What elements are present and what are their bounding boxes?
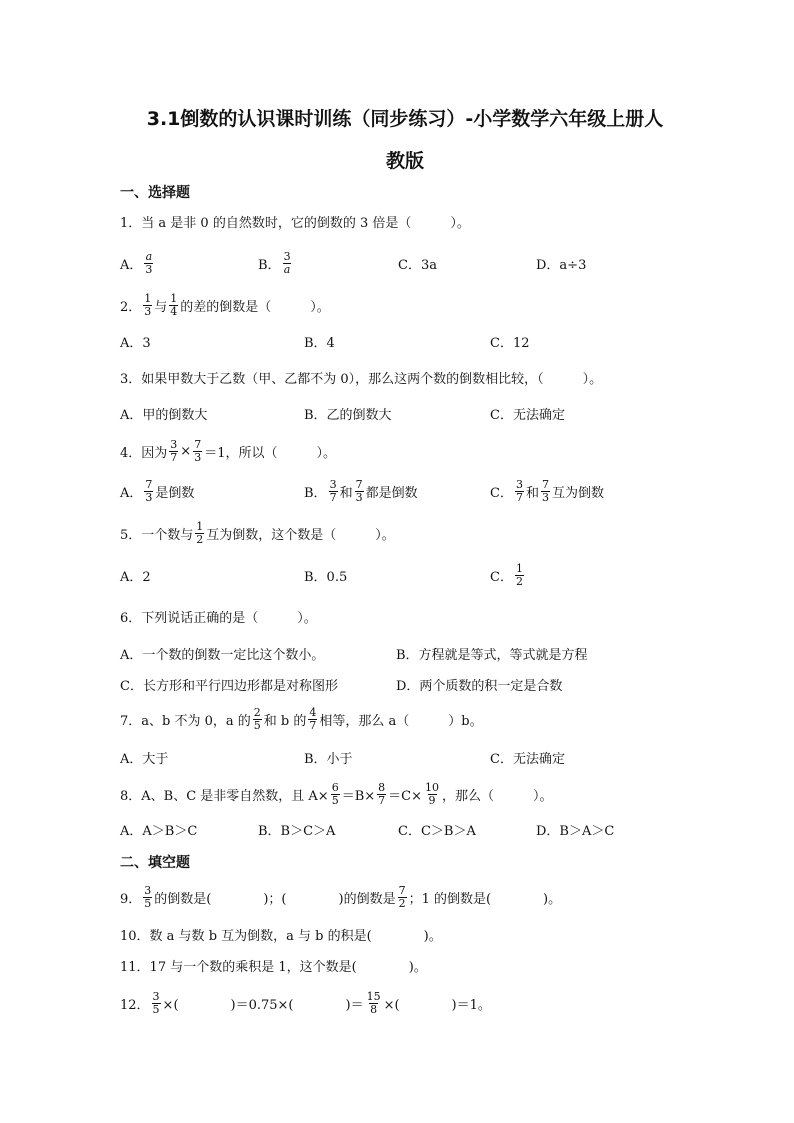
section-heading-choice: 一、选择题 — [120, 185, 190, 201]
question-1: 1．当 a 是非 0 的自然数时，它的倒数的 3 倍是（ ）。 — [120, 215, 470, 231]
question-2: 2． $\frac{1}{3}$ 与 $\frac{1}{4}$ 的差的倒数是（ ）。 — [120, 291, 330, 318]
section-heading-fill: 二、填空题 — [120, 855, 190, 871]
q5-option-a: A．2 — [120, 569, 151, 585]
q1-option-b: B． $\frac{3}{a}$ — [258, 249, 291, 276]
question-7: 7．a、b 不为 0，a 的 $\frac{2}{5}$ 和 b 的 $\frac{4}{7}$ 相等，那么 a（ ）b。 — [120, 705, 483, 732]
q7-option-c: C．无法确定 — [490, 751, 565, 767]
question-12: 12． $\frac{3}{5}$ ×( )＝0.75×( )＝ $\frac{15}{8}$ ×( )＝1。 — [120, 989, 491, 1016]
q5-option-b: B．0.5 — [304, 569, 348, 585]
q2-option-c: C．12 — [490, 335, 530, 351]
q7-option-b: B．小于 — [304, 751, 353, 767]
q4-option-a: A． $\frac{7}{3}$ 是倒数 — [120, 477, 195, 504]
question-4: 4．因为 $\frac{3}{7}$ × $\frac{7}{3}$ ＝1，所以（ ）。 — [120, 437, 336, 464]
q2-option-b: B．4 — [304, 335, 335, 351]
q4-option-c: C． $\frac{3}{7}$ 和 $\frac{7}{3}$ 互为倒数 — [490, 477, 604, 504]
q8-option-b: B．B＞C＞A — [258, 823, 336, 839]
question-9: 9． $\frac{3}{5}$ 的倒数是( )；( )的倒数是 $\frac{7}{2}$ ；1 的倒数是( )。 — [120, 883, 562, 910]
q6-option-d: D．两个质数的积一定是合数 — [396, 678, 563, 694]
q6-option-b: B．方程就是等式，等式就是方程 — [396, 647, 588, 663]
q4-option-b: B． $\frac{3}{7}$ 和 $\frac{7}{3}$ 都是倒数 — [304, 477, 418, 504]
q2-option-a: A．3 — [120, 335, 151, 351]
q8-option-d: D．B＞A＞C — [536, 823, 615, 839]
question-11: 11．17 与一个数的乘积是 1，这个数是( )。 — [120, 959, 427, 975]
q6-option-c: C．长方形和平行四边形都是对称图形 — [120, 678, 338, 694]
q1-option-a: A． $\frac{a}{3}$ — [120, 249, 153, 276]
page-title: 3.1倒数的认识课时训练（同步练习）-小学数学六年级上册人 — [146, 108, 664, 130]
question-6: 6．下列说话正确的是（ ）。 — [120, 610, 317, 626]
q6-option-a: A．一个数的倒数一定比这个数小。 — [120, 647, 325, 663]
question-10: 10．数 a 与数 b 互为倒数，a 与 b 的积是( )。 — [120, 928, 442, 944]
q8-option-a: A．A＞B＞C — [120, 823, 198, 839]
q7-option-a: A．大于 — [120, 751, 169, 767]
q3-option-a: A．甲的倒数大 — [120, 407, 208, 423]
q3-option-c: C．无法确定 — [490, 407, 565, 423]
question-3: 3．如果甲数大于乙数（甲、乙都不为 0），那么这两个数的倒数相比较，（ ）。 — [120, 371, 603, 387]
q3-option-b: B．乙的倒数大 — [304, 407, 392, 423]
q1-option-d: D．a÷3 — [536, 257, 587, 273]
q8-option-c: C．C＞B＞A — [398, 823, 476, 839]
question-8: 8．A、B、C 是非零自然数，且 A× $\frac{6}{5}$ ＝B× $\frac{8}{7}$ ＝C× $\frac{10}{9}$ ，那么（ ）。 — [120, 780, 553, 807]
q5-option-c: C． $\frac{1}{2}$ — [490, 561, 523, 588]
page-title-line2: 教版 — [385, 150, 424, 172]
question-5: 5．一个数与 $\frac{1}{2}$ 互为倒数，这个数是（ ）。 — [120, 519, 395, 546]
q1-option-c: C．3a — [398, 257, 437, 273]
